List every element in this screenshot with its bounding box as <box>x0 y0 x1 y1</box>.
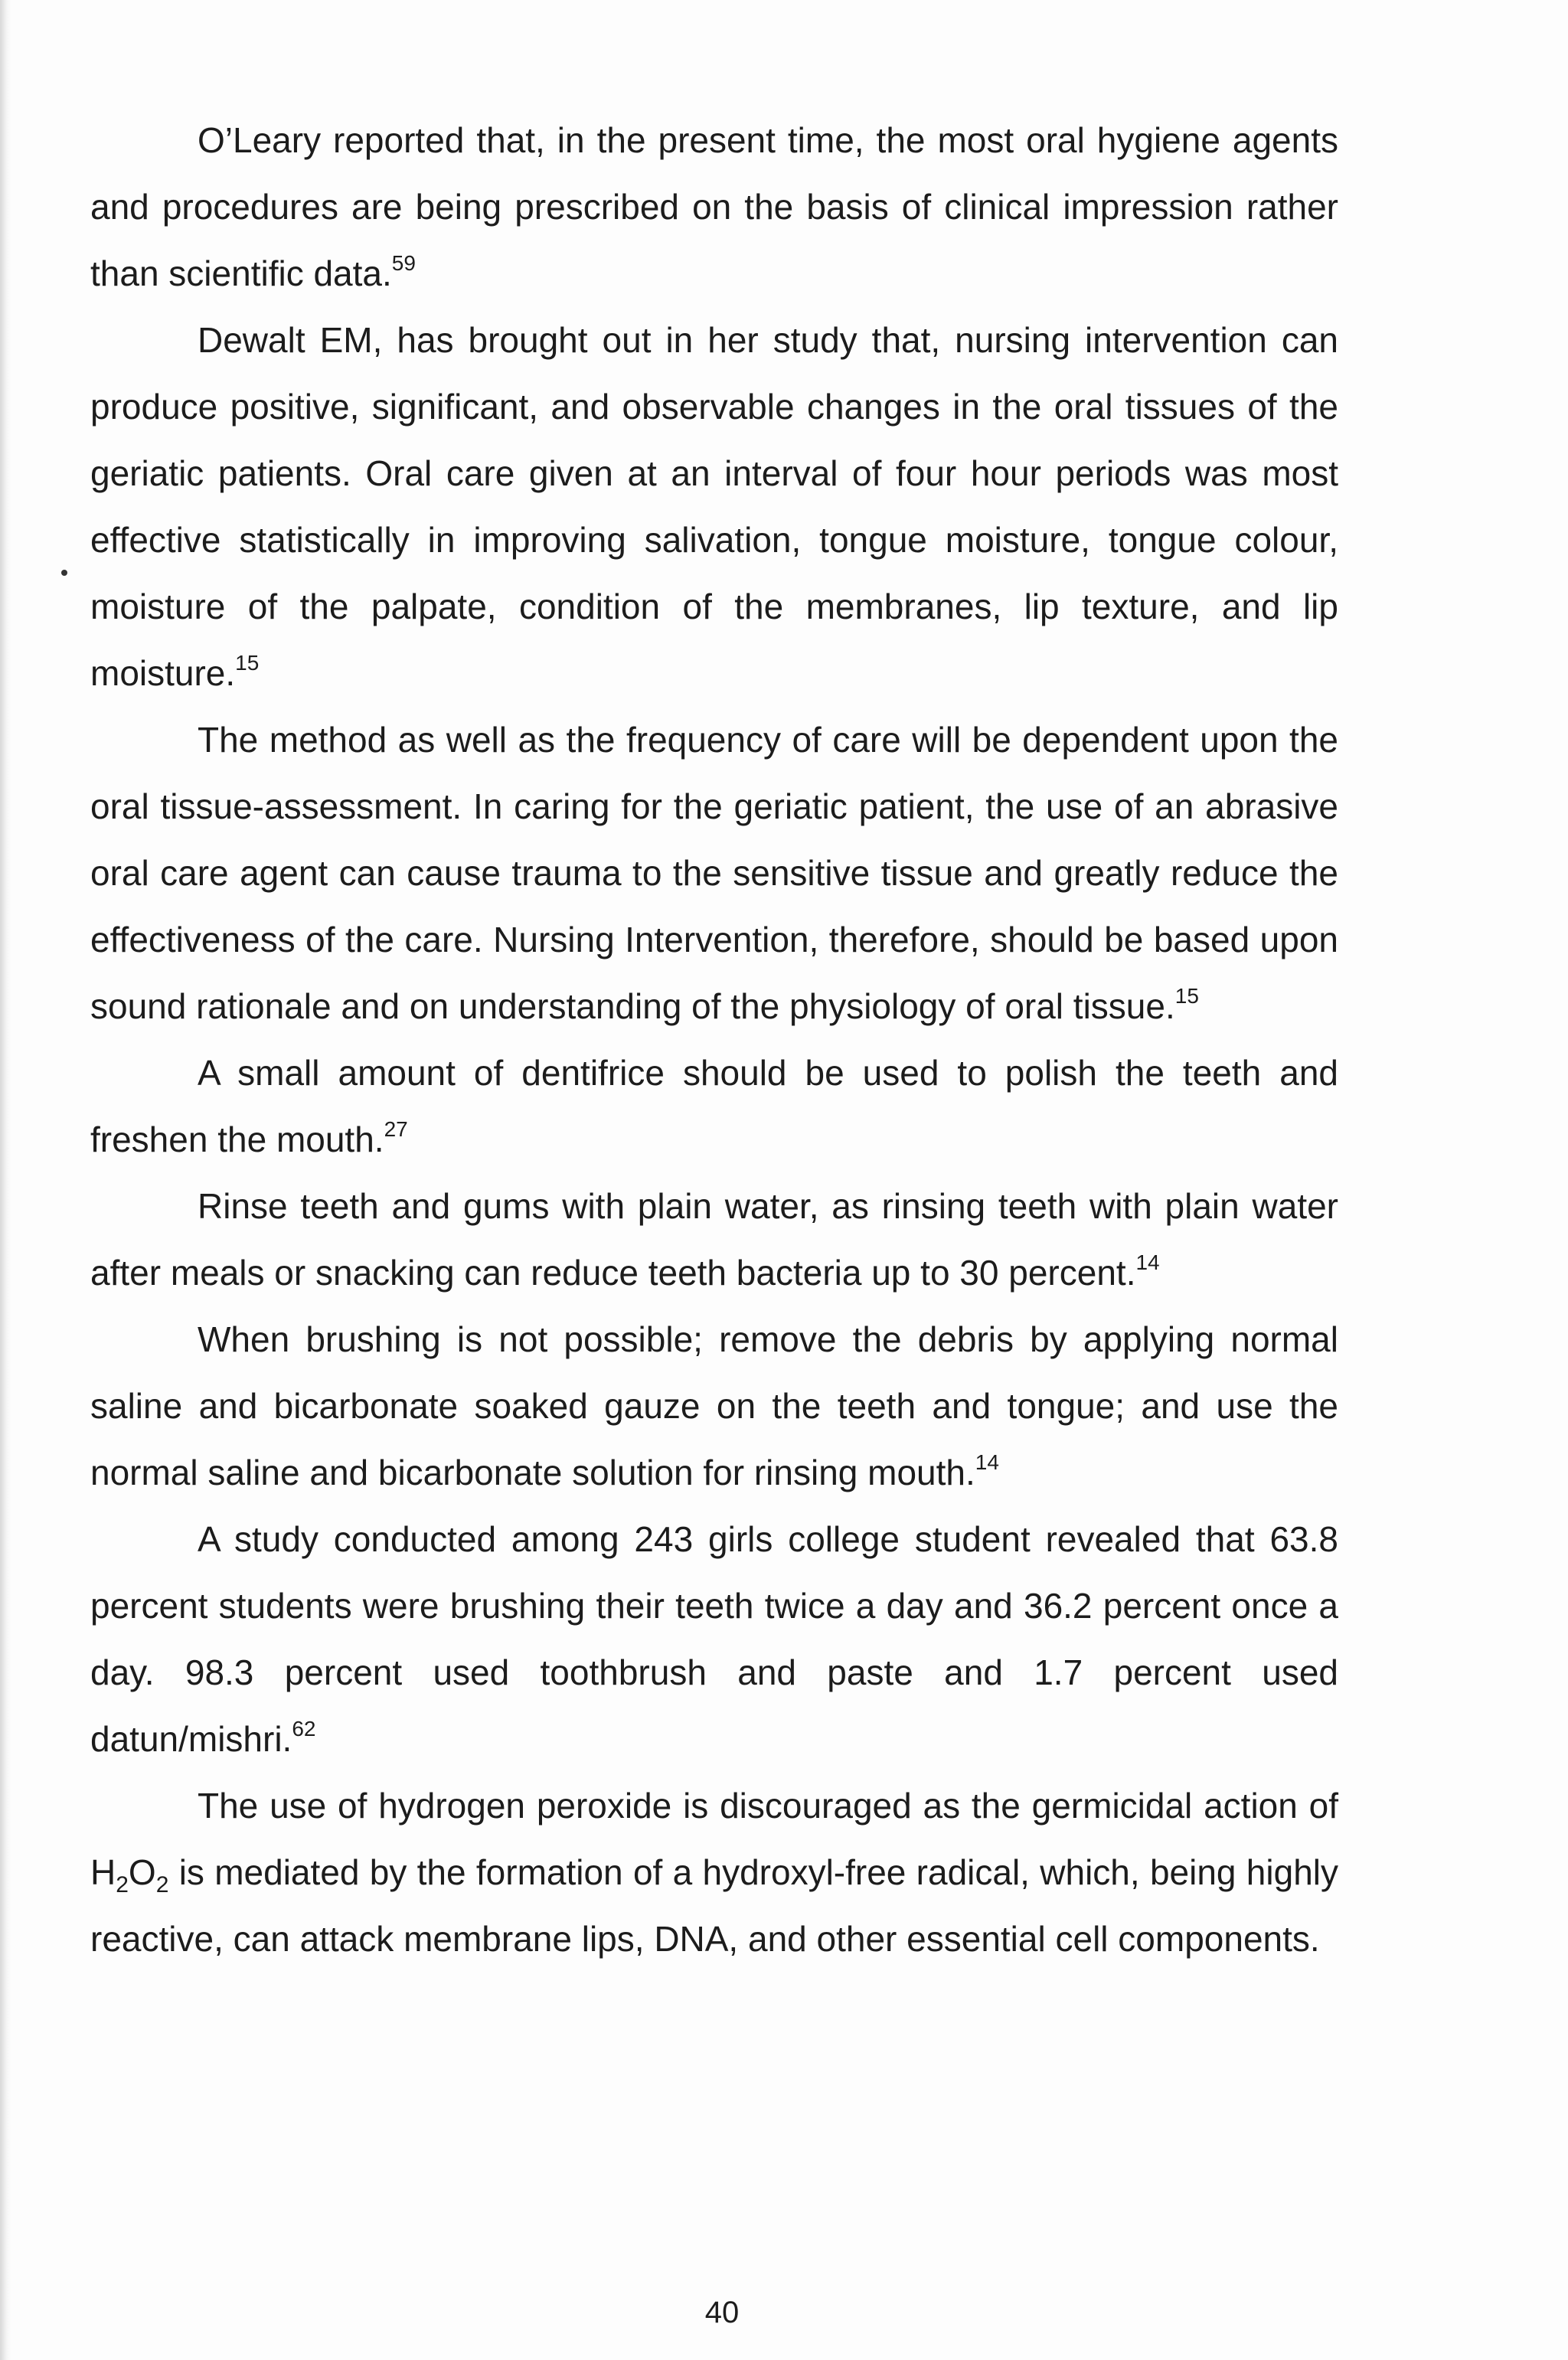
paragraph-oleary <box>90 107 1338 307</box>
pen-mark <box>61 570 67 576</box>
paragraph-text-part: The use of hydrogen peroxide is discouraged as the germicidal action of H <box>90 1786 1338 1892</box>
paragraph-text: A study conducted among 243 girls college student revealed that 63.8 percent students were brushing their teeth twice a day and 36.2 percent once a day. 98.3 percent used toothbrush and paste and 1.7 percent used datun/mishri. <box>90 1519 1338 1759</box>
reference-superscript: 14 <box>975 1450 999 1474</box>
page-number: 40 <box>704 2296 740 2329</box>
reference-superscript: 14 <box>1135 1250 1160 1274</box>
paragraph-text: O’Leary reported that, in the present time, the most oral hygiene agents and procedures are being prescribed on the basis of clinical impression rather than scientific data. <box>90 120 1338 293</box>
subscript: 2 <box>116 1872 129 1897</box>
paragraph-text-part: is mediated by the formation of a hydroxyl-free radical, which, being highly reactive, can attack membrane lips, DNA, and other essential cell components. <box>90 1852 1338 1959</box>
paragraph-text: A small amount of dentifrice should be used to polish the teeth and freshen the mouth. <box>90 1053 1338 1159</box>
paragraph-dewalt <box>90 307 1338 707</box>
paragraph-text: Dewalt EM, has brought out in her study that, nursing intervention can produce positive, significant, and observable changes in the oral tissues of the geriatic patients. Oral care given at an interval of four hour periods was most effective statistically in improving salivation, tongue moisture, tongue colour, moisture of the palpate, condition of the membranes, lip texture, and lip moisture. <box>90 320 1338 693</box>
paragraph-method <box>90 707 1338 1040</box>
paragraph-study <box>90 1506 1338 1773</box>
paragraph-text-part: O <box>128 1852 156 1892</box>
reference-superscript: 27 <box>384 1117 408 1141</box>
reference-superscript: 59 <box>391 251 416 275</box>
paragraph-brushing <box>90 1306 1338 1506</box>
paragraph-rinse <box>90 1173 1338 1306</box>
reference-superscript: 62 <box>292 1717 316 1741</box>
paragraph-dentifrice <box>90 1040 1338 1173</box>
paragraph-text: The method as well as the frequency of care will be dependent upon the oral tissue-assessment. In caring for the geriatic patient, the use of an abrasive oral care agent can cause trauma to the sensitive tissue and greatly reduce the effectiveness of the care. Nursing Intervention, therefore, should be based upon sound rationale and on understanding of the physiology of oral tissue. <box>90 720 1338 1026</box>
paragraph-text: Rinse teeth and gums with plain water, as rinsing teeth with plain water after meals or snacking can reduce teeth bacteria up to 30 percent. <box>90 1186 1338 1293</box>
subscript: 2 <box>155 1872 169 1897</box>
scan-shadow-edge <box>0 0 11 2360</box>
paragraph-hydrogen-peroxide <box>90 1773 1338 1973</box>
reference-superscript: 15 <box>235 651 260 675</box>
paragraph-text: When brushing is not possible; remove the debris by applying normal saline and bicarbonate soaked gauze on the teeth and tongue; and use the normal saline and bicarbonate solution for rinsing mouth. <box>90 1319 1338 1492</box>
body-text <box>90 107 1338 1973</box>
reference-superscript: 15 <box>1174 984 1199 1008</box>
